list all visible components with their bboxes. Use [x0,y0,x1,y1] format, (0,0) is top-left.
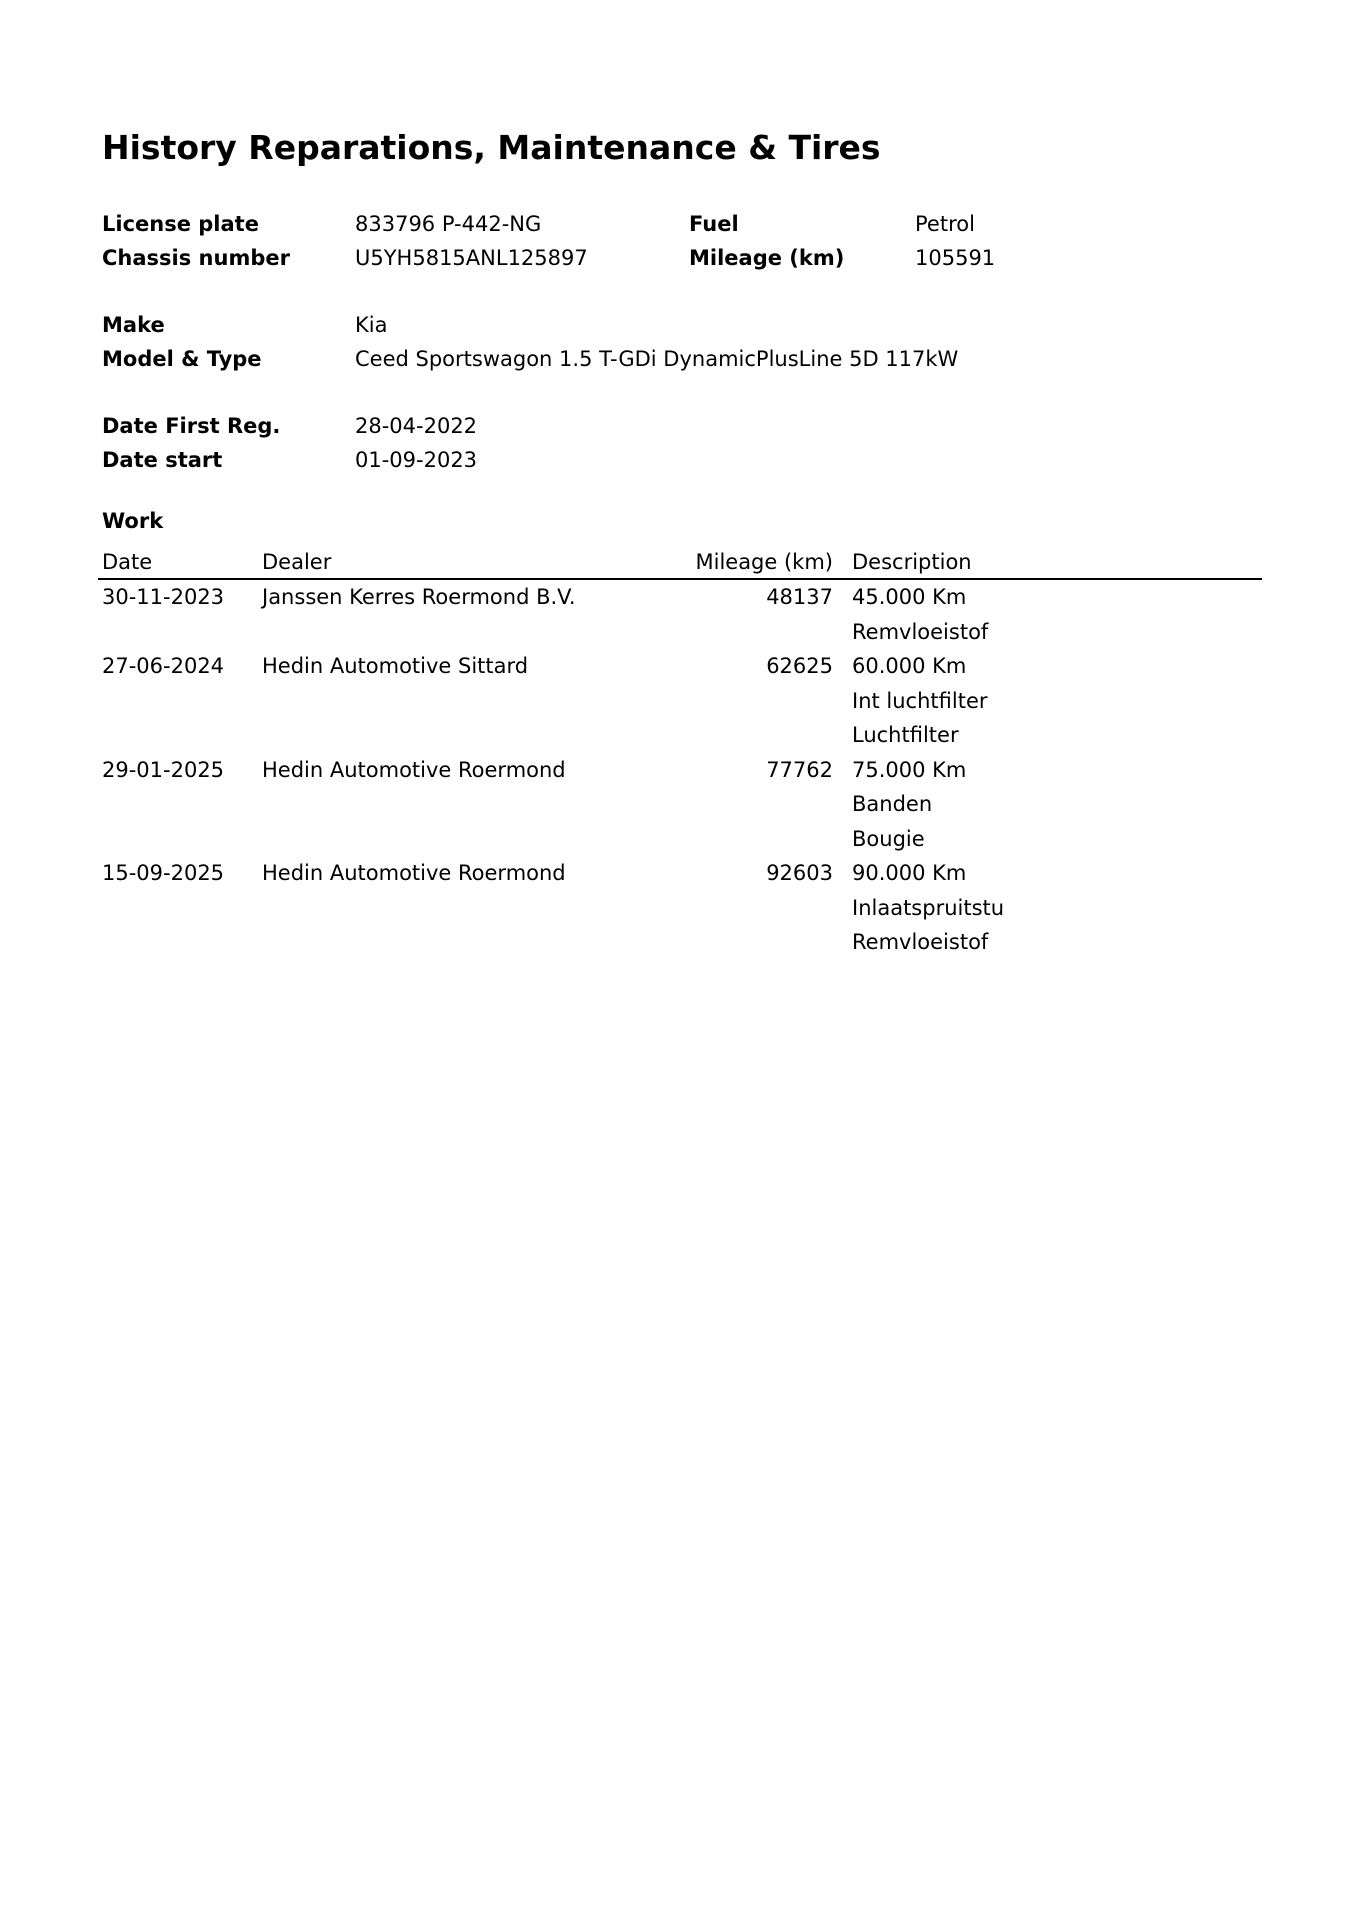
column-header-mileage: Mileage (km) [695,550,833,574]
column-header-dealer: Dealer [262,550,332,574]
mileage-value: 105591 [915,246,996,270]
description-line: Inlaatspruitstu [852,895,1005,920]
table-row [98,580,1262,649]
mileage-label: Mileage (km) [689,246,845,270]
row-mileage: 48137 [766,585,833,609]
description-line: Banden [852,792,933,816]
fuel-value: Petrol [915,212,975,236]
row-date: 30-11-2023 [102,585,225,609]
row-description [852,753,966,857]
description-line: Luchtfilter [852,723,959,747]
license-plate-label: License plate [102,212,259,236]
model-type-label: Model & Type [102,347,262,371]
row-description [852,649,988,753]
chassis-number-label: Chassis number [102,246,290,270]
row-description [852,580,988,649]
date-first-reg-value: 28-04-2022 [355,414,478,438]
row-dealer: Hedin Automotive Roermond [262,861,566,885]
description-line: 90.000 Km [852,861,967,885]
description-line: 45.000 Km [852,585,967,609]
table-header-row [98,548,1262,580]
row-description [852,856,1004,960]
fuel-label: Fuel [689,212,739,236]
column-header-date: Date [102,550,153,574]
description-line: 75.000 Km [852,757,967,782]
license-plate-value: 833796 P-442-NG [355,212,542,236]
description-line: Remvloeistof [852,619,989,644]
row-date: 29-01-2025 [102,757,225,782]
description-line: Remvloeistof [852,930,989,954]
row-date: 15-09-2025 [102,861,225,885]
row-date: 27-06-2024 [102,654,225,678]
description-line: 60.000 Km [852,654,967,678]
column-header-description: Description [852,550,972,574]
table-row [98,649,1262,753]
model-type-value: Ceed Sportswagon 1.5 T-GDi DynamicPlusLine 5D 117kW [355,347,959,371]
row-mileage: 92603 [766,861,833,885]
date-first-reg-label: Date First Reg. [102,414,281,438]
page-title: History Reparations, Maintenance & Tires [102,128,881,167]
row-mileage: 77762 [766,757,833,782]
chassis-number-value: U5YH5815ANL125897 [355,246,588,270]
table-row [98,753,1262,857]
date-start-value: 01-09-2023 [355,448,478,472]
make-label: Make [102,313,165,337]
date-start-label: Date start [102,448,223,472]
description-line: Int luchtfilter [852,688,988,713]
work-section-title: Work [102,509,164,533]
table-row [98,856,1262,960]
row-dealer: Janssen Kerres Roermond B.V. [262,585,576,609]
row-dealer: Hedin Automotive Sittard [262,654,529,678]
description-line: Bougie [852,826,925,851]
row-dealer: Hedin Automotive Roermond [262,757,566,782]
work-table [98,548,1262,960]
row-mileage: 62625 [766,654,833,678]
make-value: Kia [355,313,388,337]
